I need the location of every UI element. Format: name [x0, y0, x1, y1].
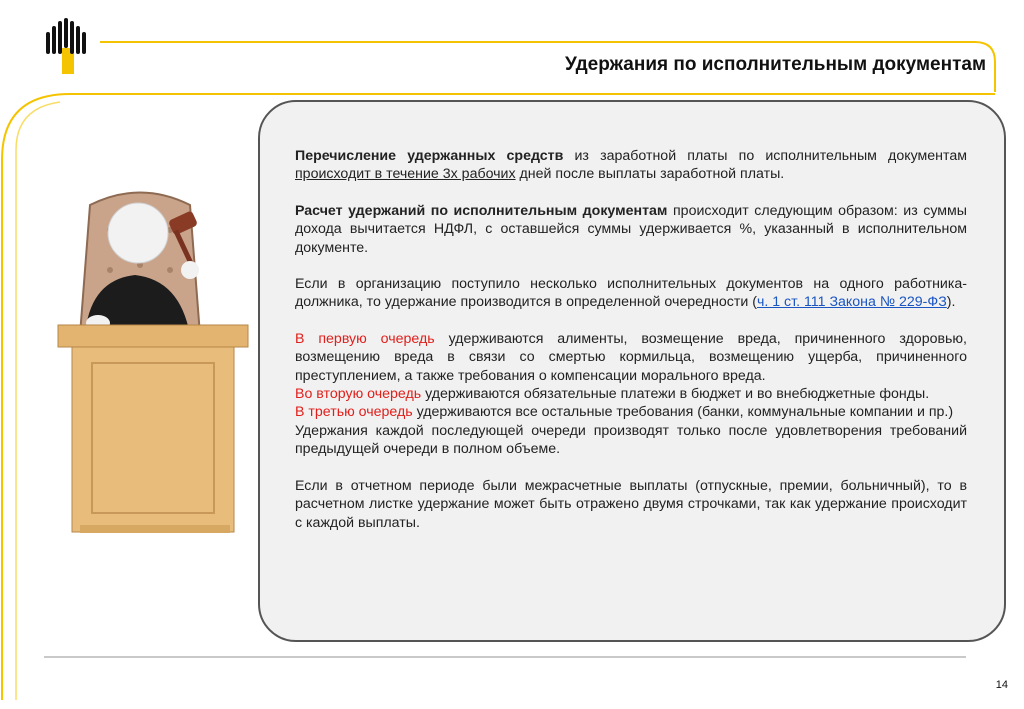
- calculation-text: происходит следующим образом: из суммы дохода вычитается НДФЛ, с оставшейся суммы удерживается %, указанный в исполнительном документе.: [295, 202, 967, 256]
- content-text: [295, 147, 967, 532]
- footer-divider: [44, 656, 966, 658]
- judge-illustration: [50, 185, 260, 535]
- first-priority-text: удерживаются алименты, возмещение вреда, причиненного здоровью, возмещению вреда в связи со смертью кормильца, возмещению ущерба, причиненного преступлением, а также требования о компенсации морального вреда.: [295, 330, 967, 384]
- transfer-text-1: из заработной платы по исполнительным документам: [563, 148, 967, 164]
- third-priority-label: В третью очередь: [295, 404, 413, 421]
- company-logo: [44, 18, 90, 76]
- third-priority-text: удерживаются все остальные требования (банки, коммунальные компании и пр.): [412, 404, 954, 421]
- page-number: 14: [995, 679, 1008, 691]
- paragraph-priority-note: Удержания каждой последующей очереди производят только после удовлетворения требований предыдущей очереди в полном объеме.: [295, 422, 967, 458]
- transfer-deadline: происходит в течение 3х рабочих: [295, 166, 516, 183]
- transfer-text-2: дней после выплаты заработной платы.: [515, 166, 785, 183]
- paragraph-second-priority: [295, 385, 967, 403]
- paragraph-interim-payments: Если в отчетном периоде были межрасчетные выплаты (отпускные, премии, больничный), то в расчетном листке удержание может быть отражено двумя строчками, так как удержание происходит с каждой выплаты.: [295, 477, 967, 531]
- paragraph-priority-intro: [295, 275, 967, 312]
- second-priority-label: Во вторую очередь: [295, 386, 422, 403]
- paragraph-transfer: [295, 147, 967, 184]
- priority-intro-text: Если в организацию поступило несколько исполнительных документов на одного работника-должника, то удержание производится в определенной очередности (: [295, 276, 967, 311]
- law-link[interactable]: ч. 1 ст. 111 Закона № 229-ФЗ: [756, 294, 947, 311]
- second-priority-text: удерживаются обязательные платежи в бюджет и во внебюджетные фонды.: [421, 386, 930, 403]
- transfer-heading: Перечисление удержанных средств: [295, 148, 564, 164]
- slide-title: Удержания по исполнительным документам: [564, 54, 986, 75]
- calculation-heading: Расчет удержаний по исполнительным документам: [295, 202, 668, 219]
- first-priority-label: В первую очередь: [295, 330, 435, 347]
- priority-intro-tail: ).: [946, 294, 956, 311]
- paragraph-third-priority: [295, 403, 967, 421]
- paragraph-first-priority: [295, 330, 967, 385]
- paragraph-calculation: [295, 202, 967, 257]
